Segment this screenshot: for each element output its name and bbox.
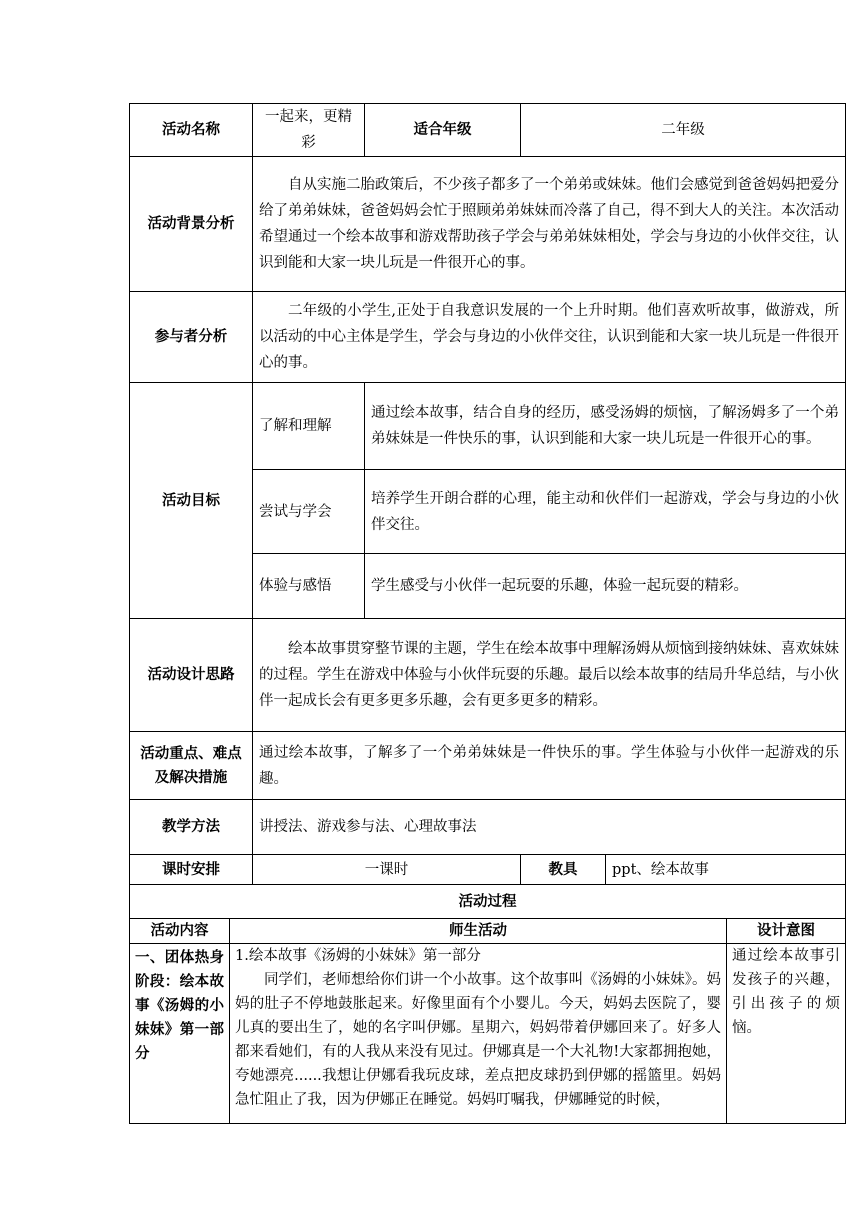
- process-col-activity: 师生活动: [230, 919, 727, 944]
- schedule-value: 一课时: [253, 855, 521, 885]
- key-points-text: 通过绘本故事，了解多了一个弟弟妹妹是一件快乐的事。学生体验与小伙伴一起游戏的乐趣。: [253, 732, 846, 800]
- goal-name: 体验与感悟: [253, 554, 365, 619]
- process-title: 活动过程: [130, 885, 846, 919]
- activity-name-label: 活动名称: [130, 104, 253, 157]
- background-text: 自从实施二胎政策后，不少孩子都多了一个弟弟或妹妹。他们会感觉到爸爸妈妈把爱分给了弟弟妹妹，爸爸妈妈会忙于照顾弟弟妹妹而冷落了自己，得不到大人的关注。本次活动希望通过一个绘本故事和游戏帮助孩子学会与弟弟妹妹相处，学会与身边的小伙伴交往，认识到能和大家一块儿玩是一件很开心的事。: [253, 157, 846, 292]
- background-label: 活动背景分析: [130, 157, 253, 292]
- design-label: 活动设计思路: [130, 619, 253, 732]
- method-text: 讲授法、游戏参与法、心理故事法: [253, 800, 846, 855]
- design-text: 绘本故事贯穿整节课的主题，学生在绘本故事中理解汤姆从烦恼到接纳妹妹、喜欢妹妹的过程。学生在游戏中体验与小伙伴玩耍的乐趣。最后以绘本故事的结局升华总结，与小伙伴一起成长会有更多更多乐趣，会有更多更多的精彩。: [253, 619, 846, 732]
- process-content-cell: 一、团体热身阶段：绘本故事《汤姆的小妹妹》第一部分: [130, 944, 230, 1124]
- process-col-content: 活动内容: [130, 919, 230, 944]
- process-activity-heading: 1.绘本故事《汤姆的小妹妹》第一部分: [235, 948, 481, 964]
- process-activity-text: 同学们，老师想给你们讲一个小故事。这个故事叫《汤姆的小妹妹》。妈妈的肚子不停地鼓胀起来。好像里面有个小婴儿。今天，妈妈去医院了，婴儿真的要出生了，她的名字叫伊娜。星期六，妈妈带着伊娜回来了。好多人都来看她们，有的人我从来没有见过。伊娜真是一个大礼物!大家都拥抱她，夸她漂亮......我想让伊娜看我玩皮球，差点把皮球扔到伊娜的摇篮里。妈妈急忙阻止了我，因为伊娜正在睡觉。妈妈叮嘱我，伊娜睡觉的时候，: [235, 972, 721, 1108]
- participants-label: 参与者分析: [130, 292, 253, 383]
- goal-text: 培养学生开朗合群的心理，能主动和伙伴们一起游戏，学会与身边的小伙伴交往。: [365, 470, 846, 554]
- process-table: [129, 918, 846, 1124]
- goals-label: 活动目标: [130, 383, 253, 619]
- participants-text: 二年级的小学生,正处于自我意识发展的一个上升时期。他们喜欢听故事，做游戏，所以活动的中心主体是学生，学会与身边的小伙伴交往，认识到能和大家一块儿玩是一件很开心的事。: [253, 292, 846, 383]
- tools-label: 教具: [521, 855, 606, 885]
- tools-value: ppt、绘本故事: [606, 855, 846, 885]
- process-activity-cell: [230, 944, 727, 1124]
- grade-label: 适合年级: [365, 104, 521, 157]
- schedule-label: 课时安排: [130, 855, 253, 885]
- key-points-label: 活动重点、难点及解决措施: [130, 732, 253, 800]
- goal-name: 尝试与学会: [253, 470, 365, 554]
- grade-value: 二年级: [521, 104, 846, 157]
- goal-text: 学生感受与小伙伴一起玩耍的乐趣，体验一起玩耍的精彩。: [365, 554, 846, 619]
- table-row: [130, 944, 846, 1124]
- goal-name: 了解和理解: [253, 383, 365, 470]
- goal-text: 通过绘本故事，结合自身的经历，感受汤姆的烦恼，了解汤姆多了一个弟弟妹妹是一件快乐的事，认识到能和大家一块儿玩是一件很开心的事。: [365, 383, 846, 470]
- method-label: 教学方法: [130, 800, 253, 855]
- process-col-intent: 设计意图: [727, 919, 846, 944]
- activity-name-value: 一起来，更精彩: [253, 104, 365, 157]
- process-intent-cell: 通过绘本故事引发孩子的兴趣，引出孩子的烦恼。: [727, 944, 846, 1124]
- lesson-plan-table: [129, 103, 846, 919]
- lesson-plan-document: [129, 103, 845, 1124]
